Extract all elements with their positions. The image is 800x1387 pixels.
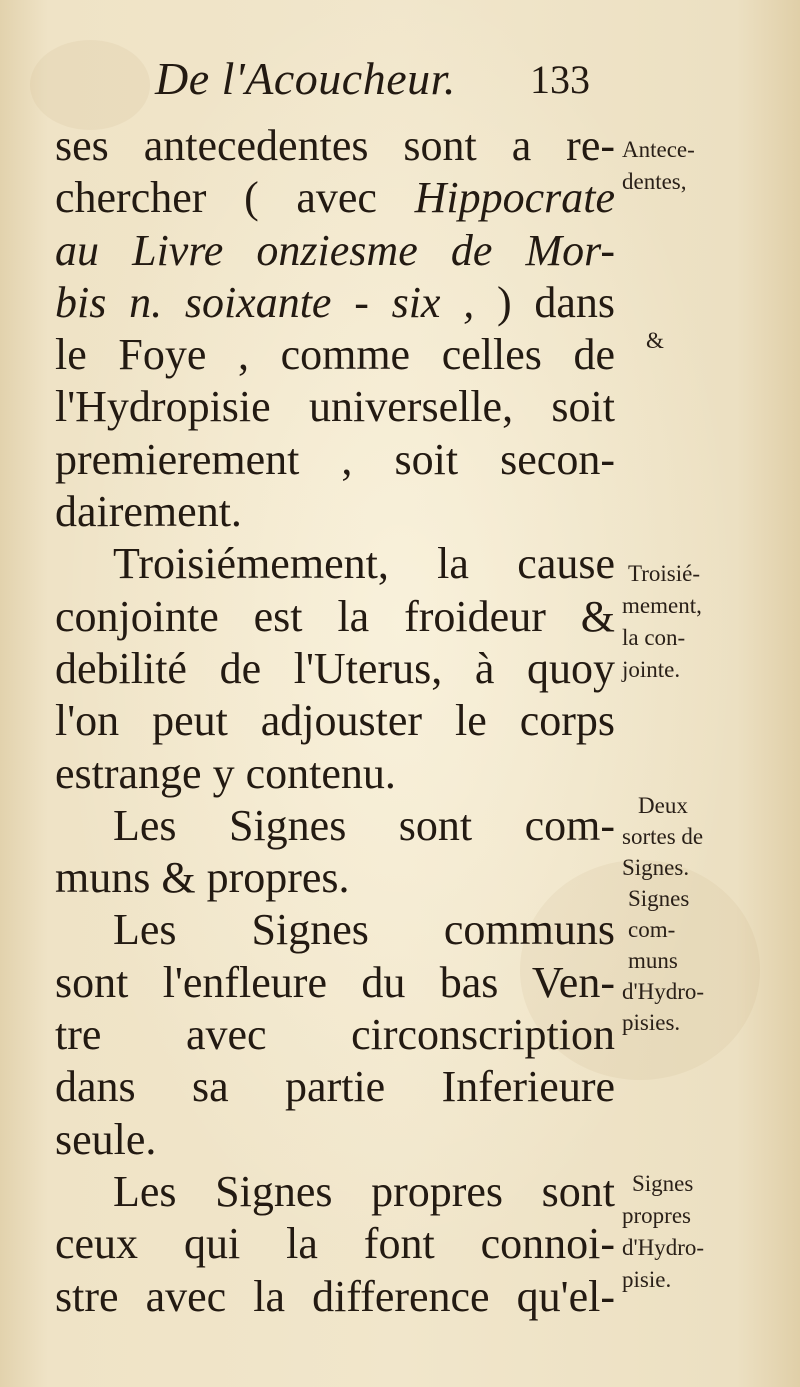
text-line: dans sa partie Inferieure: [55, 1062, 615, 1112]
text-line: l'Hydropisie universelle, soit: [55, 382, 615, 432]
text-line: premierement , soit secon-: [55, 434, 615, 484]
text-line: muns & propres.: [55, 853, 350, 903]
text-line: le Foye , comme celles de: [55, 330, 615, 380]
text-line: ceux qui la font connoi-: [55, 1219, 615, 1269]
text-line: Les Signes propres sont: [113, 1166, 615, 1216]
text-line: tre avec circonscription: [55, 1010, 615, 1060]
paper-stain: [30, 40, 150, 130]
text-line: ses antecedentes sont a re-: [55, 121, 615, 170]
margin-note-signes: Deux sortes de Signes. Signes com- muns d'Hydro- pisies.: [622, 793, 705, 1035]
running-head: De l'Acoucheur.: [155, 53, 456, 104]
text-line: estrange y contenu.: [55, 748, 396, 798]
text-line: au Livre onziesme de Mor-: [55, 225, 615, 275]
margin-note-antecedentes: Antece- dentes,: [622, 137, 695, 194]
text-line: debilité de l'Uterus, à quoy: [55, 643, 615, 693]
text-line: bis n. soixante - six , ) dans: [55, 277, 615, 327]
text-line: dairement.: [55, 487, 242, 537]
text-line: stre avec la difference qu'el-: [55, 1271, 615, 1321]
text-line: sont l'enfleure du bas Ven-: [55, 957, 615, 1007]
text-line: conjointe est la froideur &: [55, 591, 615, 641]
text-line: l'on peut adjouster le corps: [55, 696, 615, 746]
page-header: [155, 52, 635, 112]
text-line: chercher ( avec Hippocrate: [55, 173, 615, 223]
text-line: seule.: [55, 1114, 157, 1164]
page-number: 133: [530, 57, 590, 102]
margin-note-ampersand: &: [646, 328, 664, 353]
margin-note-signes-propres: Signes propres d'Hydro- pisie.: [622, 1171, 705, 1292]
text-line: Troisiémement, la cause: [113, 539, 615, 589]
body-text: [55, 120, 615, 1323]
text-line: Les Signes communs: [113, 905, 615, 955]
margin-note-troisiemement: Troisié- mement, la con- jointe.: [622, 561, 702, 682]
text-line: Les Signes sont com-: [113, 800, 615, 850]
